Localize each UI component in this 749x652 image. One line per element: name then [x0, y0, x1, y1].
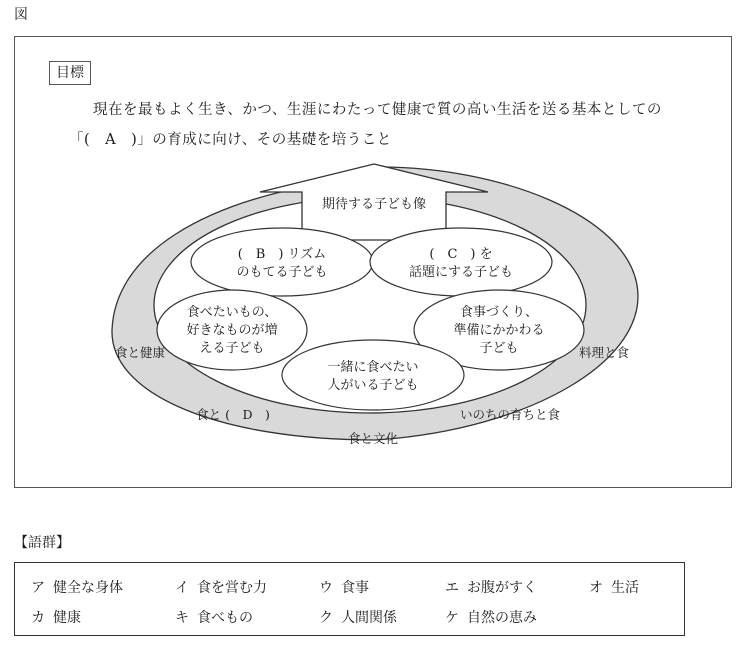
ring-label-life: いのちの育ちと食 — [459, 407, 561, 422]
goal-line-1: 現在を最もよく生き、かつ、生涯にわたって健康で質の高い生活を送る基本としての — [93, 102, 662, 118]
bubble-food-line-2: 好きなものが増 — [186, 323, 278, 338]
ring-label-culture: 食と文化 — [347, 431, 399, 446]
bubble-c-line-2: 話題にする子ども — [408, 265, 514, 280]
bubble-together — [282, 340, 464, 410]
bubble-cook-line-1: 食事づくり、 — [459, 305, 539, 320]
arrow-label: 期待する子ども像 — [321, 197, 427, 212]
ring-label-health: 食と健康 — [114, 345, 166, 360]
bubble-food-line-3: える子ども — [199, 341, 265, 356]
goal-line-2: 「( A )」の育成に向け、その基礎を培うこと — [69, 132, 392, 148]
ring-label-d: 食と ( D ) — [196, 407, 270, 422]
word-item: イ 食を営む力 — [175, 580, 267, 596]
word-item: エ お腹がすく — [445, 580, 537, 596]
word-item: ケ 自然の恵み — [445, 610, 537, 626]
bubble-c-line-1: ( C ) を — [429, 247, 493, 262]
figure-label: 図 — [14, 7, 28, 23]
word-bank — [14, 562, 685, 636]
bubble-together-line-2: 人がいる子ども — [327, 378, 419, 393]
bubble-c — [370, 228, 552, 296]
bubble-together-line-1: 一緒に食べたい — [327, 360, 419, 375]
word-item: カ 健康 — [31, 610, 81, 626]
word-item: ウ 食事 — [319, 580, 369, 596]
ring-label-cooking: 料理と食 — [578, 345, 630, 360]
bubble-b — [191, 228, 373, 296]
bubble-food-line-1: 食べたいもの、 — [186, 305, 278, 320]
bubble-b-line-2: のもてる子ども — [236, 265, 328, 280]
word-item: オ 生活 — [589, 580, 639, 596]
word-item: ア 健全な身体 — [31, 580, 123, 596]
word-item: キ 食べもの — [175, 610, 253, 626]
bubble-cook-line-3: 子ども — [479, 341, 519, 356]
word-item: ク 人間関係 — [319, 610, 397, 626]
bubble-b-line-1: ( B ) リズム — [237, 247, 327, 262]
word-bank-title: 【語群】 — [14, 535, 70, 551]
goal-label: 目標 — [49, 61, 91, 85]
bubble-cook-line-2: 準備にかかわる — [453, 323, 545, 338]
